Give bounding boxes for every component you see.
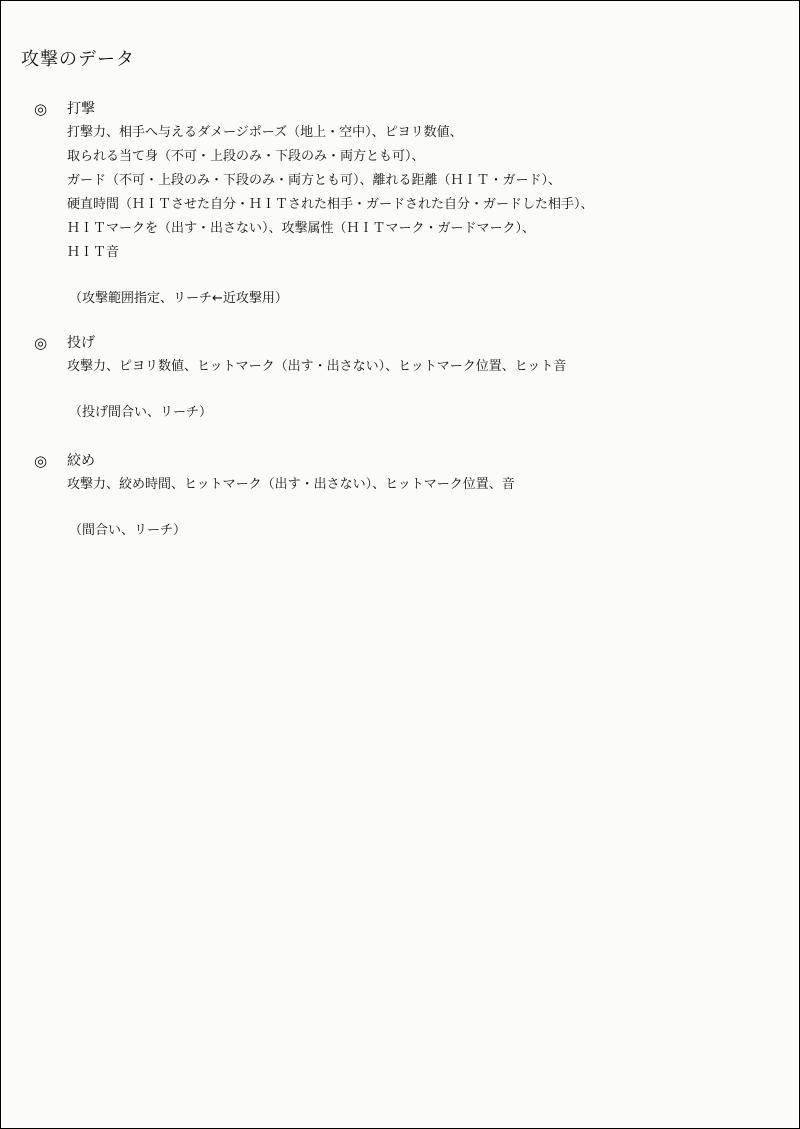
- section-title: 投げ: [67, 335, 95, 351]
- section-note: （投げ間合い、リーチ）: [69, 405, 213, 420]
- double-circle-bullet-icon: ◎: [34, 334, 48, 352]
- body-line: ＨＩＴ音: [67, 245, 120, 260]
- body-line: ガード（不可・上段のみ・下段のみ・両方とも可）、離れる距離（ＨＩＴ・ガード）、: [67, 173, 562, 188]
- section-choke: [1, 449, 761, 543]
- section-title: 打撃: [67, 101, 95, 117]
- section-throw: [1, 331, 761, 425]
- section-body: [67, 121, 761, 265]
- double-circle-bullet-icon: ◎: [34, 452, 48, 470]
- double-circle-bullet-icon: ◎: [34, 100, 48, 118]
- section-body: [67, 355, 761, 379]
- section-note: （攻撃範囲指定、リーチ←近攻撃用）: [69, 291, 288, 306]
- body-line: 攻撃力、ピヨリ数値、ヒットマーク（出す・出さない）、ヒットマーク位置、ヒット音: [67, 359, 567, 374]
- body-line: ＨＩＴマークを（出す・出さない）、攻撃属性（ＨＩＴマーク・ガードマーク）、: [67, 221, 536, 236]
- body-line: 打撃力、相手へ与えるダメージポーズ（地上・空中）、ピヨリ数値、: [67, 125, 463, 140]
- body-line: 取られる当て身（不可・上段のみ・下段のみ・両方とも可）、: [67, 149, 425, 164]
- body-line: 攻撃力、絞め時間、ヒットマーク（出す・出さない）、ヒットマーク位置、音: [67, 477, 515, 492]
- section-note: （間合い、リーチ）: [69, 523, 187, 538]
- section-heading: [1, 97, 761, 121]
- section-heading: [1, 331, 761, 355]
- body-line: 硬直時間（ＨＩＴさせた自分・ＨＩＴされた相手・ガードされた自分・ガードした相手）、: [67, 197, 594, 212]
- section-body: [67, 473, 761, 497]
- section-heading: [1, 449, 761, 473]
- section-title: 絞め: [67, 453, 95, 469]
- page-title: 攻撃のデータ: [21, 49, 135, 70]
- section-strike: [1, 97, 761, 311]
